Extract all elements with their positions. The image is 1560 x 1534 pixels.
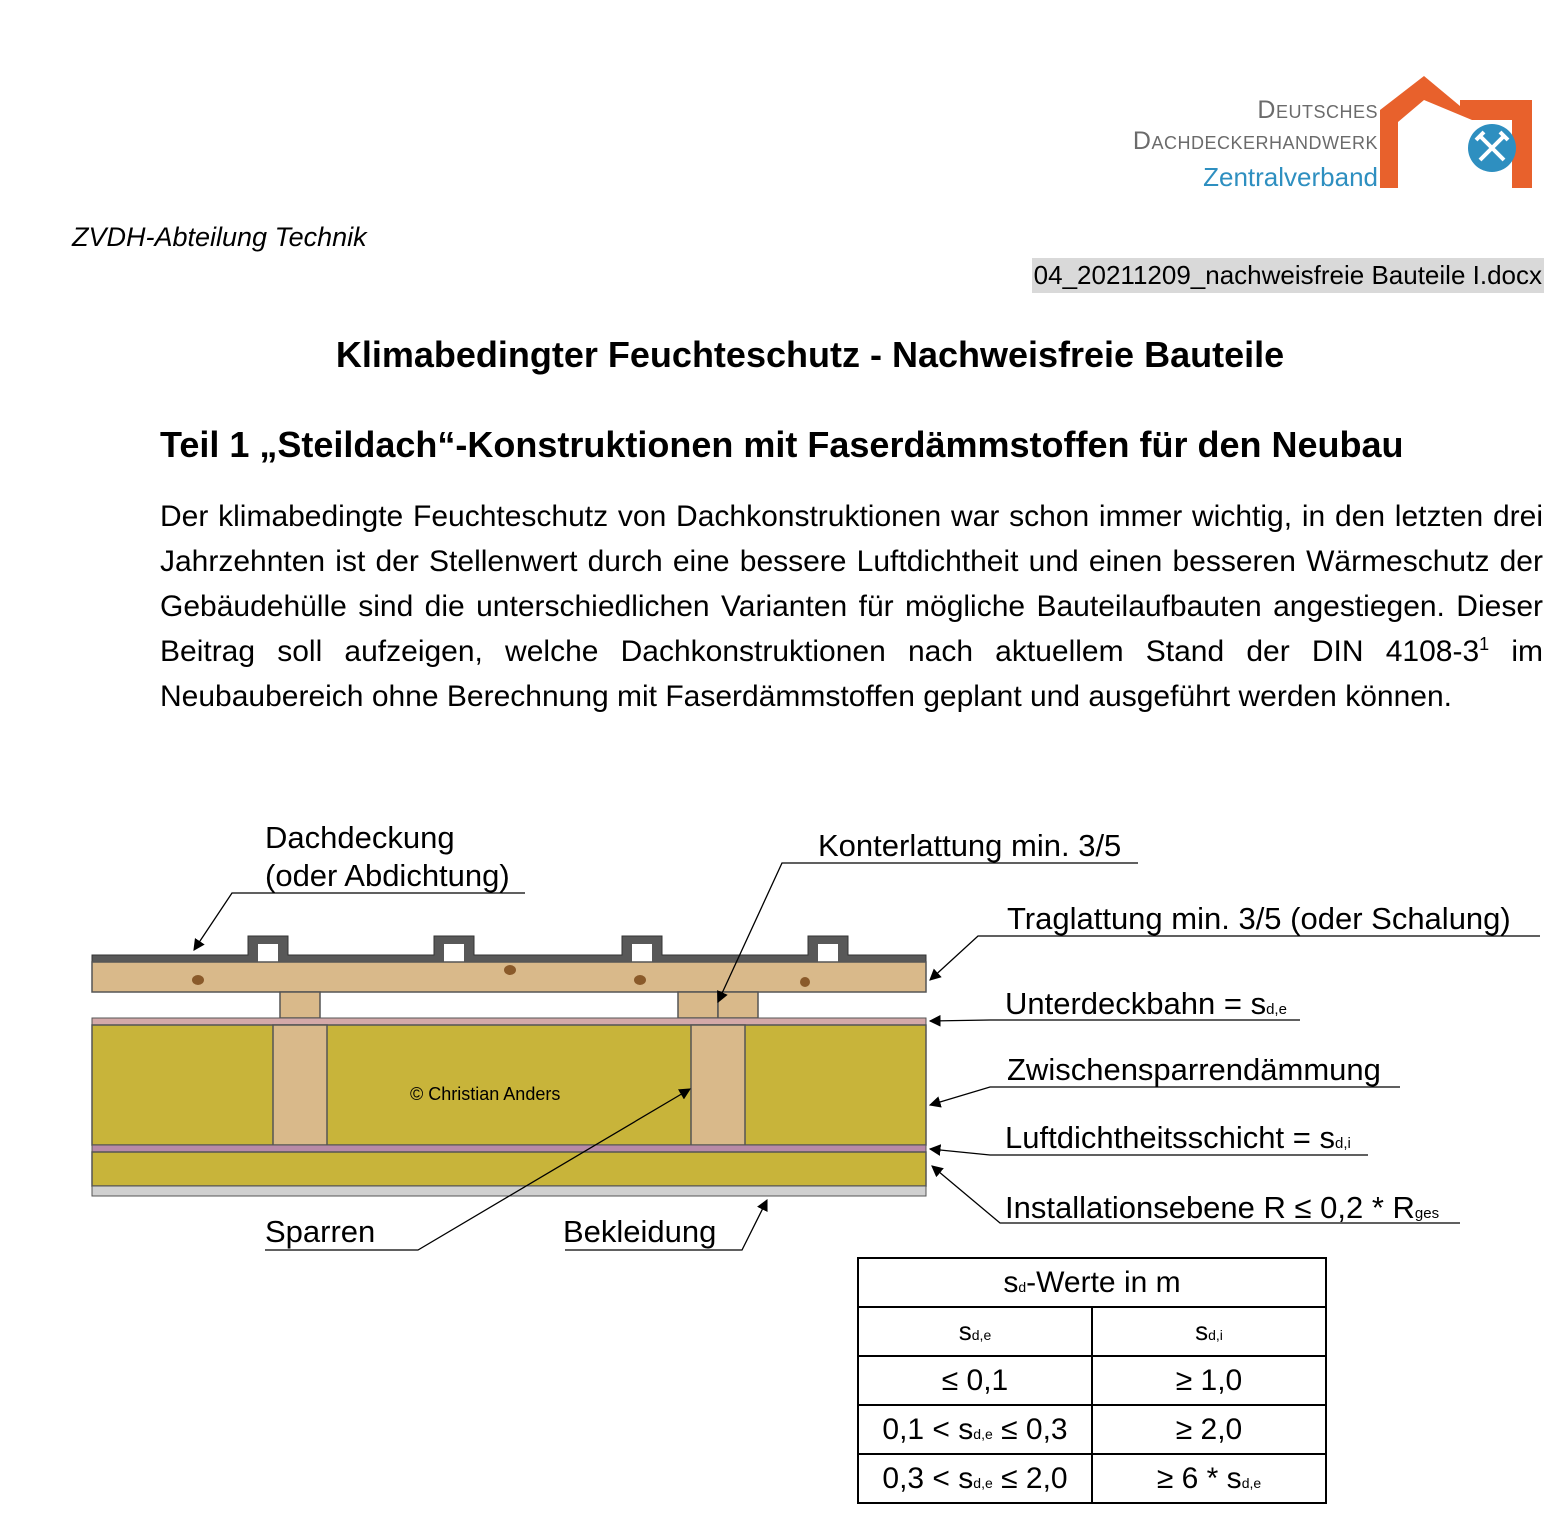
col2-s: s [1195, 1316, 1209, 1346]
cell-sde [858, 1454, 1092, 1503]
label-traglattung: Traglattung min. 3/5 (oder Schalung) [1007, 901, 1511, 936]
table-title [858, 1258, 1326, 1307]
label-abdichtung: (oder Abdichtung) [265, 858, 510, 893]
table-header-row [858, 1307, 1326, 1356]
cell-text: ≥ 1,0 [1175, 1363, 1243, 1397]
table-title-row [858, 1258, 1326, 1307]
rafter [691, 1025, 745, 1145]
unterdeckbahn-sub: d,e [1266, 1001, 1287, 1018]
logo-line-2: Dachdeckerhandwerk [1132, 127, 1378, 155]
logo-line-1: Deutsches [1257, 96, 1378, 124]
filename-label: 04_20211209_nachweisfreie Bauteile I.docx [1032, 258, 1544, 293]
intro-text-b: im Neubaubereich ohne Berechnung mit Faserdämmstoffen geplant und ausgeführt werden können. [160, 635, 1543, 713]
cell-sdi [1092, 1454, 1326, 1503]
label-unterdeckbahn [1005, 986, 1287, 1022]
label-installation [1005, 1190, 1439, 1226]
label-copyright: © Christian Anders [410, 1084, 561, 1104]
col-header-sdi [1092, 1307, 1326, 1356]
installation-text: Installationsebene R ≤ 0,2 * R [1005, 1190, 1415, 1225]
cell-text: 0,3 < s [882, 1461, 974, 1495]
table-row [858, 1405, 1326, 1454]
rafter [273, 1025, 327, 1145]
counter-batten [718, 992, 758, 1018]
col1-sub: d,e [971, 1327, 992, 1343]
cell-text: ≤ 0,3 [992, 1412, 1068, 1446]
cell-text: ≤ 0,1 [941, 1363, 1009, 1397]
luftdicht-text: Luftdichtheitsschicht = s [1005, 1120, 1335, 1155]
label-bekleidung: Bekleidung [563, 1214, 717, 1249]
cell-sdi [1092, 1356, 1326, 1405]
label-zwischensparren: Zwischensparrendämmung [1007, 1052, 1381, 1087]
col2-sub: d,i [1208, 1327, 1223, 1343]
label-dachdeckung: Dachdeckung [265, 820, 455, 855]
cell-sub: d,e [1241, 1474, 1262, 1491]
counter-batten [678, 992, 718, 1018]
cell-sde [858, 1356, 1092, 1405]
cell-text: ≤ 2,0 [992, 1461, 1068, 1495]
cell-text: 0,1 < s [882, 1412, 974, 1446]
roof-section-figure [0, 800, 1560, 1270]
intro-paragraph [160, 494, 1543, 719]
airtight-layer [92, 1145, 926, 1152]
unterdeckbahn-text: Unterdeckbahn = s [1005, 986, 1267, 1021]
footnote-ref: 1 [1479, 634, 1490, 654]
sd-values-table [857, 1257, 1327, 1504]
col1-s: s [958, 1316, 972, 1346]
intro-text-a: Der klimabedingte Feuchteschutz von Dachkonstruktionen war schon immer wichtig, in den letzten drei Jahrzehnten ist der Stellenwert durch eine bessere Luftdichtheit und einen besseren Wärmeschutz der Gebäudehülle sind die unterschiedlichen Varianten für mögliche Bauteilaufbauten angestiegen. Dieser Beitrag soll aufzeigen, welche Dachkonstruktionen nach aktuellem Stand der DIN 4108-3 [160, 500, 1543, 668]
table-row [858, 1454, 1326, 1503]
cell-sub: d,e [973, 1474, 993, 1491]
title-sub: d [1018, 1278, 1027, 1295]
title-rest: -Werte in m [1026, 1265, 1181, 1299]
roof-covering [92, 936, 926, 962]
luftdicht-sub: d,i [1334, 1135, 1351, 1152]
cell-text: ≥ 2,0 [1175, 1412, 1243, 1446]
installation-sub: ges [1414, 1205, 1440, 1222]
cell-sdi [1092, 1405, 1326, 1454]
counter-batten [280, 992, 320, 1018]
underlay-membrane [92, 1018, 926, 1025]
table-row [858, 1356, 1326, 1405]
zvdh-logo [1030, 70, 1540, 200]
cell-sub: d,e [973, 1425, 993, 1442]
cell-text: ≥ 6 * s [1156, 1461, 1242, 1495]
roof-logo-icon [1380, 70, 1540, 192]
col-header-sde [858, 1307, 1092, 1356]
installation-layer [92, 1152, 926, 1186]
cell-sde [858, 1405, 1092, 1454]
label-sparren: Sparren [265, 1214, 376, 1249]
label-luftdicht [1005, 1120, 1351, 1156]
department-label: ZVDH-Abteilung Technik [72, 222, 367, 252]
label-konterlattung: Konterlattung min. 3/5 [818, 828, 1122, 863]
title-s: s [1003, 1265, 1019, 1299]
logo-line-3: Zentralverband [1203, 162, 1378, 192]
section-title: Teil 1 „Steildach“-Konstruktionen mit Faserdämmstoffen für den Neubau [160, 424, 1404, 465]
page-title: Klimabedingter Feuchteschutz - Nachweisfreie Bauteile [335, 334, 1285, 375]
cladding [92, 1186, 926, 1196]
